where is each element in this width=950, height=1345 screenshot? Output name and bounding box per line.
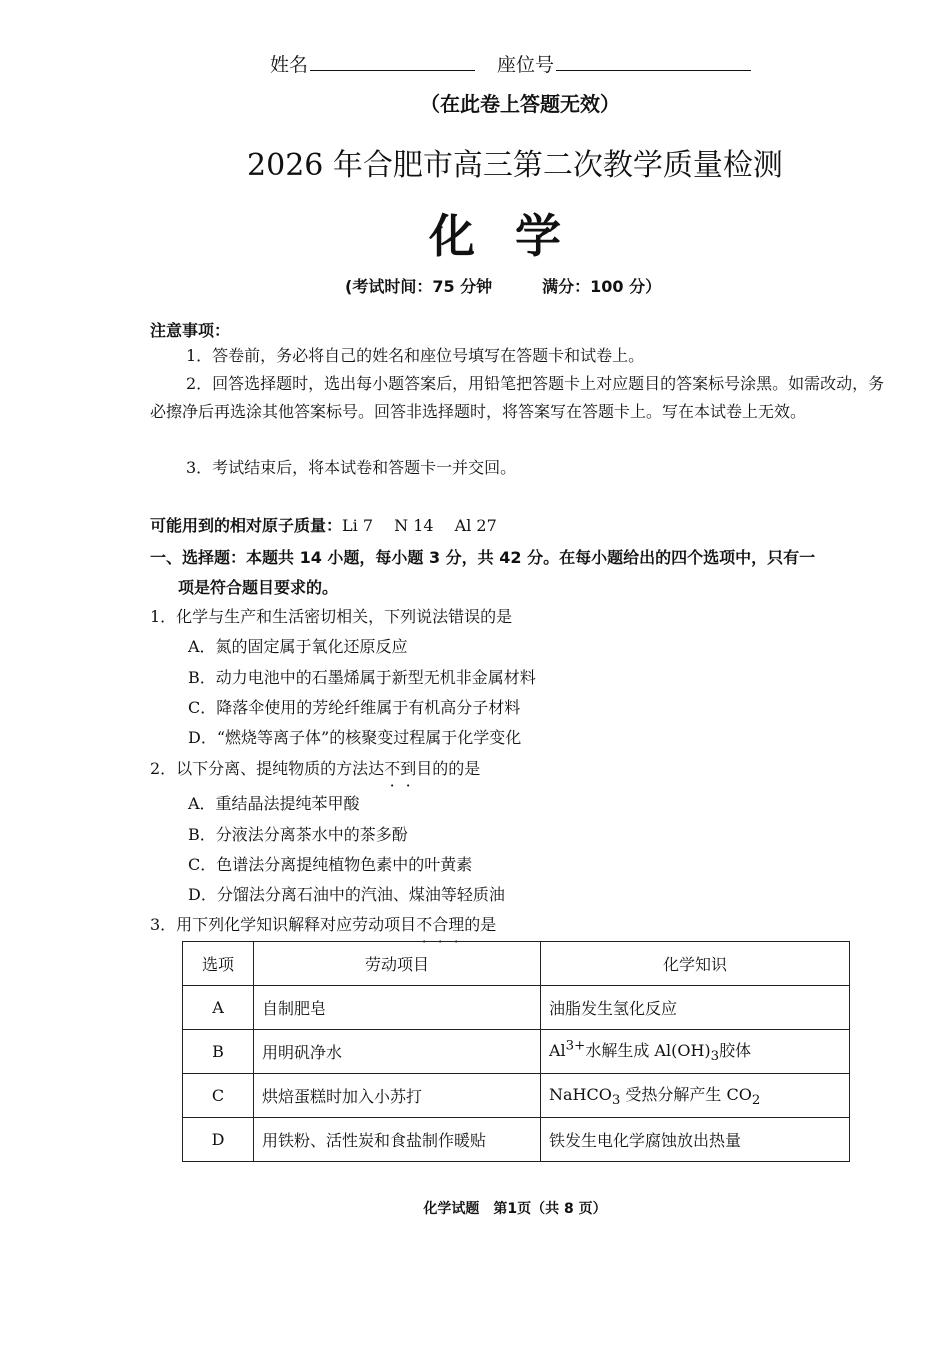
table-cell-labor: 烘焙蛋糕时加入小苏打 [254, 1074, 541, 1118]
knowledge-subscript: 2 [751, 1093, 761, 1109]
q3-emphasis-char: 合 [432, 915, 449, 934]
knowledge-text: NaHCO [549, 1085, 612, 1105]
section-line-2: 项是符合题目要求的。 [178, 578, 339, 597]
q2-option-a: A．重结晶法提纯苯甲酸 [188, 794, 360, 813]
name-blank [310, 52, 475, 71]
q3-emphasis-char: 理 [448, 915, 465, 934]
seat-label: 座位号 [497, 54, 555, 76]
q1-option-b: B．动力电池中的石墨烯属于新型无机非金属材料 [188, 668, 536, 687]
knowledge-text: 胶体 [719, 1041, 752, 1061]
section-line-1: 一、选择题：本题共 14 小题，每小题 3 分，共 42 分。在每小题给出的四个选项中，只有一 [150, 548, 816, 567]
section-heading [150, 543, 885, 603]
table-header-row [183, 942, 850, 986]
knowledge-text: 受热分解产生 CO [620, 1085, 752, 1105]
table-cell-option: A [183, 986, 254, 1030]
table-header: 选项 [183, 942, 254, 986]
table-cell-knowledge [541, 1074, 850, 1118]
atomic-label: 可能用到的相对原子质量： [150, 516, 343, 535]
table-cell-labor: 自制肥皂 [254, 986, 541, 1030]
notes-heading: 注意事项： [150, 321, 231, 340]
knowledge-superscript: 3+ [565, 1039, 586, 1055]
table-row [183, 986, 850, 1030]
q2-stem-text: 目的的是 [416, 759, 481, 778]
table-cell-knowledge: 油脂发生氢化反应 [541, 986, 850, 1030]
table-cell-knowledge: 铁发生电化学腐蚀放出热量 [541, 1118, 850, 1162]
q2-option-d: D．分馏法分离石油中的汽油、煤油等轻质油 [188, 885, 505, 904]
exam-info [345, 274, 661, 297]
q2-stem-text: 2．以下分离、提纯物质的方法达 [150, 759, 385, 778]
table-header: 劳动项目 [254, 942, 541, 986]
atomic-masses [150, 513, 497, 536]
full-score: 满分：100 分） [542, 277, 662, 296]
q2-emphasis-char: 到 [400, 759, 417, 778]
subject-title: 化学 [429, 209, 601, 263]
table-cell-knowledge [541, 1030, 850, 1074]
note-3: 3．考试结束后，将本试卷和答题卡一并交回。 [186, 458, 517, 477]
q3-emphasis-char: 不 [416, 915, 433, 934]
knowledge-text: 水解生成 Al(OH) [585, 1041, 711, 1061]
invalid-notice: （在此卷上答题无效） [420, 92, 620, 116]
question-1-stem: 1．化学与生产和生活密切相关，下列说法错误的是 [150, 607, 513, 626]
table-row [183, 1074, 850, 1118]
table-cell-option: D [183, 1118, 254, 1162]
atomic-values: Li 7 N 14 Al 27 [342, 516, 497, 535]
note-2: 2．回答选择题时，选出每小题答案后，用铅笔把答题卡上对应题目的答案标号涂黑。如需改动，务必擦净后再选涂其他答案标号。回答非选择题时，将答案写在答题卡上。写在本试卷上无效。 [150, 374, 885, 421]
knowledge-subscript: 3 [611, 1093, 621, 1109]
table-cell-labor: 用铁粉、活性炭和食盐制作暖贴 [254, 1118, 541, 1162]
table-cell-option: B [183, 1030, 254, 1074]
note-1: 1．答卷前，务必将自己的姓名和座位号填写在答题卡和试卷上。 [186, 346, 645, 365]
knowledge-text: Al [549, 1041, 566, 1061]
q3-stem-text: 的是 [464, 915, 497, 934]
exam-title: 2026 年合肥市高三第二次教学质量检测 [247, 148, 783, 183]
table-row [183, 1118, 850, 1162]
name-label: 姓名 [270, 54, 309, 76]
table-header: 化学知识 [541, 942, 850, 986]
exam-time: (考试时间：75 分钟 [345, 277, 493, 296]
seat-blank [556, 52, 751, 71]
knowledge-subscript: 3 [710, 1049, 720, 1065]
table-row [183, 1030, 850, 1074]
q1-option-c: C．降落伞使用的芳纶纤维属于有机高分子材料 [188, 698, 521, 717]
q1-option-a: A．氮的固定属于氧化还原反应 [188, 637, 408, 656]
q2-emphasis-char: 不 [384, 759, 401, 778]
labor-knowledge-table [182, 941, 850, 1162]
table-cell-labor: 用明矾净水 [254, 1030, 541, 1074]
page-footer: 化学试题 第1页（共 8 页） [423, 1201, 607, 1217]
q2-option-c: C．色谱法分离提纯植物色素中的叶黄素 [188, 855, 473, 874]
q1-option-d: D．“燃烧等离子体”的核聚变过程属于化学变化 [188, 728, 522, 747]
q2-option-b: B．分液法分离茶水中的茶多酚 [188, 825, 408, 844]
table-cell-option: C [183, 1074, 254, 1118]
question-3-stem [150, 912, 496, 935]
name-seat-line [270, 50, 751, 77]
question-2-stem [150, 756, 480, 779]
q3-stem-text: 3．用下列化学知识解释对应劳动项目 [150, 915, 417, 934]
